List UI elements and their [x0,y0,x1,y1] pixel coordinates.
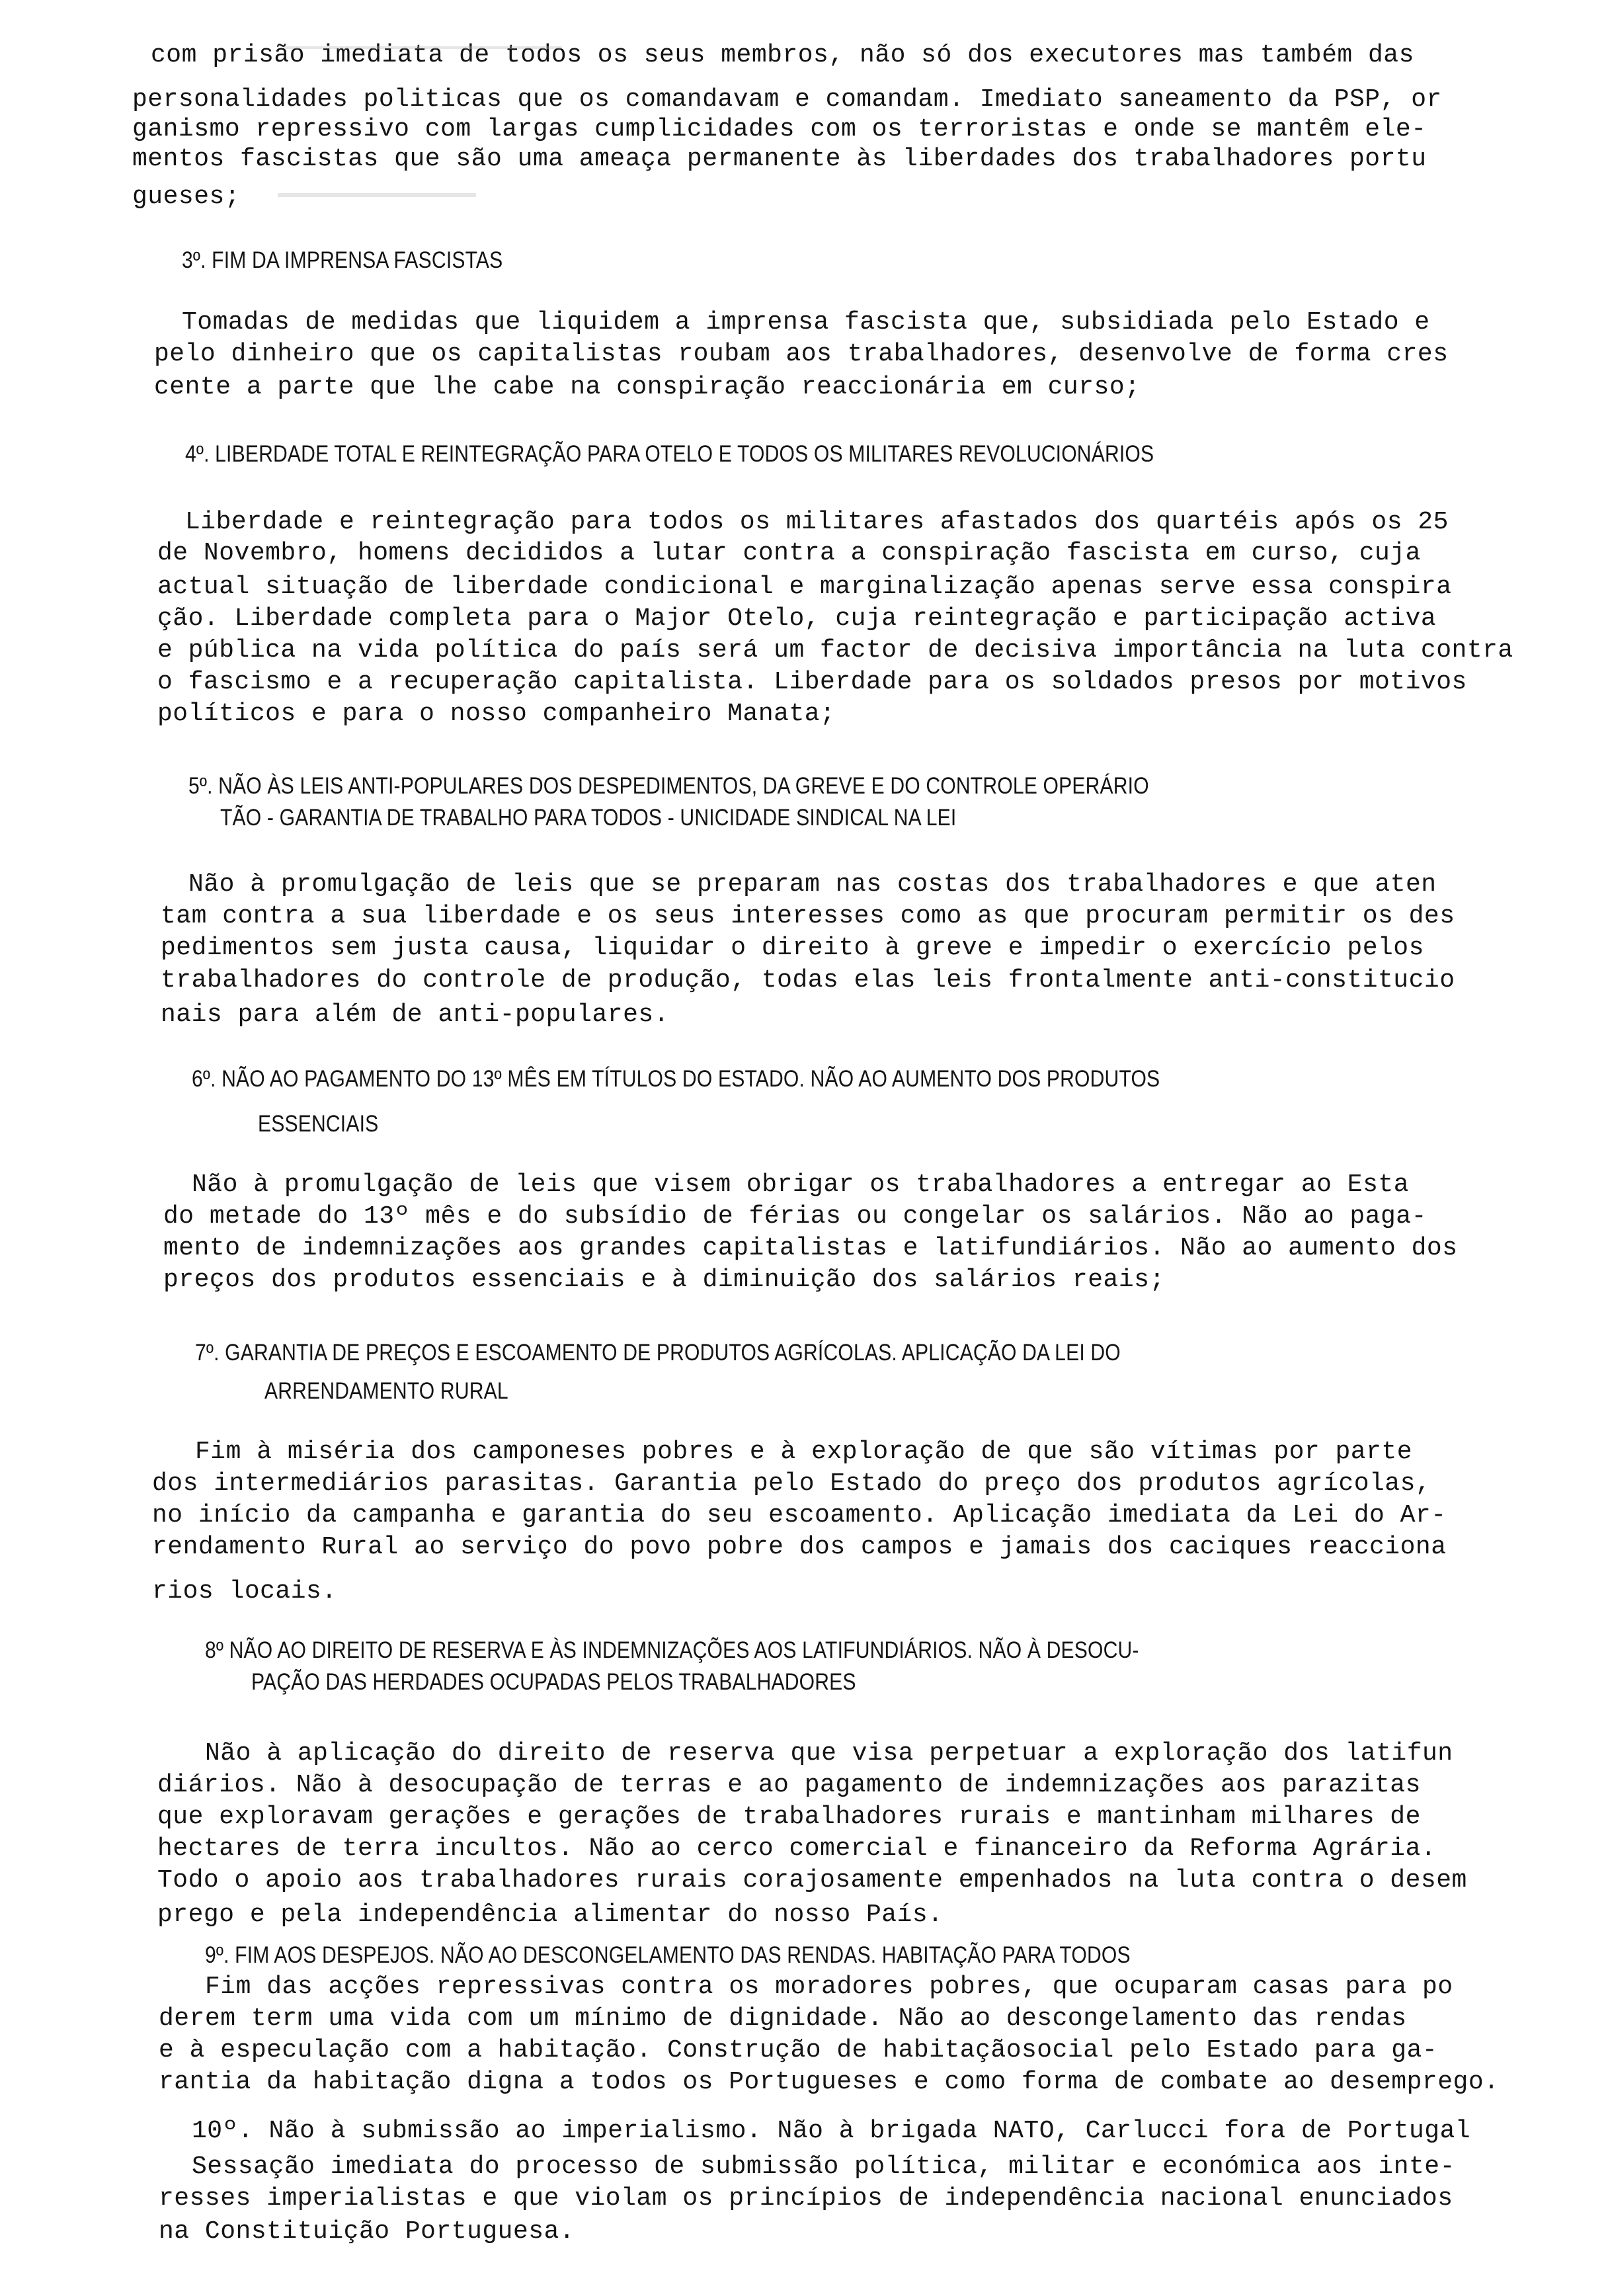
text-line: ganismo repressivo com largas cumplicidades com os terroristas e onde se mantêm ele- [132,115,1427,144]
section-heading: 9º. FIM AOS DESPEJOS. NÃO AO DESCONGELAMENTO DAS RENDAS. HABITAÇÃO PARA TODOS [205,1942,1131,1968]
text-line: mento de indemnizações aos grandes capitalistas e latifundiários. Não ao aumento dos [163,1234,1458,1262]
text-line: de Novembro, homens decididos a lutar contra a conspiração fascista em curso, cuja [157,539,1421,567]
text-line: e pública na vida política do país será um factor de decisiva importância na luta contra [157,636,1513,665]
text-line: tam contra a sua liberdade e os seus interesses como as que procuram permitir os des [161,902,1455,930]
section-heading: 4º. LIBERDADE TOTAL E REINTEGRAÇÃO PARA OTELO E TODOS OS MILITARES REVOLUCIONÁRIOS [185,441,1154,467]
text-line: Todo o apoio aos trabalhadores rurais corajosamente empenhados na luta contra o desem [157,1866,1467,1895]
section-heading: 6º. NÃO AO PAGAMENTO DO 13º MÊS EM TÍTULOS DO ESTADO. NÃO AO AUMENTO DOS PRODUTOS [192,1066,1160,1092]
section-heading: 7º. GARANTIA DE PREÇOS E ESCOAMENTO DE PRODUTOS AGRÍCOLAS. APLICAÇÃO DA LEI DO [195,1340,1121,1366]
text-line: no início da campanha e garantia do seu escoamento. Aplicação imediata da Lei do Ar- [152,1501,1447,1530]
text-line: o fascismo e a recuperação capitalista. Liberdade para os soldados presos por motivos [157,668,1467,696]
text-line: Tomadas de medidas que liquidem a imprensa fascista que, subsidiada pelo Estado e [182,308,1430,337]
section-heading: 10º. Não à submissão ao imperialismo. Não à brigada NATO, Carlucci fora de Portugal [192,2117,1471,2145]
section-heading: TÃO - GARANTIA DE TRABALHO PARA TODOS - UNICIDADE SINDICAL NA LEI [220,805,957,831]
text-line: que exploravam gerações e gerações de trabalhadores rurais e mantinham milhares de [157,1803,1421,1831]
text-line: Sessação imediata do processo de submissão política, militar e económica aos inte- [192,2152,1455,2181]
text-line: pelo dinheiro que os capitalistas roubam aos trabalhadores, desenvolve de forma cres [154,340,1449,368]
section-heading: 5º. NÃO ÀS LEIS ANTI-POPULARES DOS DESPEDIMENTOS, DA GREVE E DO CONTROLE OPERÁRIO [188,773,1149,799]
text-line: prego e pela independência alimentar do nosso País. [157,1901,944,1929]
text-line: rantia da habitação digna a todos os Portugueses e como forma de combate ao desemprego. [159,2068,1500,2096]
text-line: dos intermediários parasitas. Garantia pelo Estado do preço dos produtos agrícolas, [152,1469,1431,1498]
text-line: trabalhadores do controle de produção, todas elas leis frontalmente anti-constitucio [161,966,1455,995]
text-line: políticos e para o nosso companheiro Manata; [157,700,836,728]
scan-smudge [278,193,476,197]
text-line: com prisão imediata de todos os seus membros, não só dos executores mas também das [151,41,1414,69]
text-line: derem term uma vida com um mínimo de dignidade. Não ao descongelamento das rendas [159,2004,1407,2033]
text-line: actual situação de liberdade condicional e marginalização apenas serve essa conspira [157,573,1452,601]
text-line: e à especulação com a habitação. Construção de habitaçãosocial pelo Estado para ga- [159,2036,1438,2065]
text-line: diários. Não à desocupação de terras e ao pagamento de indemnizações aos parazitas [157,1771,1421,1799]
text-line: ção. Liberdade completa para o Major Otelo, cuja reintegração e participação activa [157,604,1437,633]
scan-smudge [284,46,562,49]
text-line: Não à promulgação de leis que se preparam nas costas dos trabalhadores e que aten [188,870,1437,899]
section-heading: ESSENCIAIS [258,1111,379,1137]
text-line: mentos fascistas que são uma ameaça permanente às liberdades dos trabalhadores portu [132,145,1427,173]
text-line: Não à promulgação de leis que visem obrigar os trabalhadores a entregar ao Esta [192,1170,1409,1199]
text-line: nais para além de anti-populares. [161,1001,670,1029]
section-heading: PAÇÃO DAS HERDADES OCUPADAS PELOS TRABALHADORES [251,1669,856,1695]
text-line: pedimentos sem justa causa, liquidar o direito à greve e impedir o exercício pelos [161,934,1424,962]
text-line: gueses; [132,183,241,211]
text-line: preços dos produtos essenciais e à diminuição dos salários reais; [163,1266,1165,1294]
text-line: do metade do 13º mês e do subsídio de férias ou congelar os salários. Não ao paga- [163,1202,1427,1231]
text-line: Fim das acções repressivas contra os moradores pobres, que ocuparam casas para po [205,1973,1453,2001]
section-heading: 8º NÃO AO DIREITO DE RESERVA E ÀS INDEMNIZAÇÕES AOS LATIFUNDIÁRIOS. NÃO À DESOCU- [205,1637,1139,1663]
text-line: cente a parte que lhe cabe na conspiração reaccionária em curso; [154,373,1141,401]
text-line: personalidades politicas que os comandavam e comandam. Imediato saneamento da PSP, or [132,85,1442,114]
text-line: Não à aplicação do direito de reserva que visa perpetuar a exploração dos latifun [205,1739,1453,1768]
section-heading: 3º. FIM DA IMPRENSA FASCISTAS [182,247,503,273]
text-line: hectares de terra incultos. Não ao cerco comercial e financeiro da Reforma Agrária. [157,1834,1437,1863]
text-line: rios locais. [152,1577,337,1606]
text-line: Fim à miséria dos camponeses pobres e à exploração de que são vítimas por parte [195,1438,1412,1466]
text-line: resses imperialistas e que violam os princípios de independência nacional enunciados [159,2184,1453,2213]
text-line: rendamento Rural ao serviço do povo pobre dos campos e jamais dos caciques reacciona [152,1533,1447,1561]
section-heading: ARRENDAMENTO RURAL [264,1378,508,1404]
text-line: Liberdade e reintegração para todos os militares afastados dos quartéis após os 25 [185,508,1449,536]
text-line: na Constituição Portuguesa. [159,2217,575,2246]
